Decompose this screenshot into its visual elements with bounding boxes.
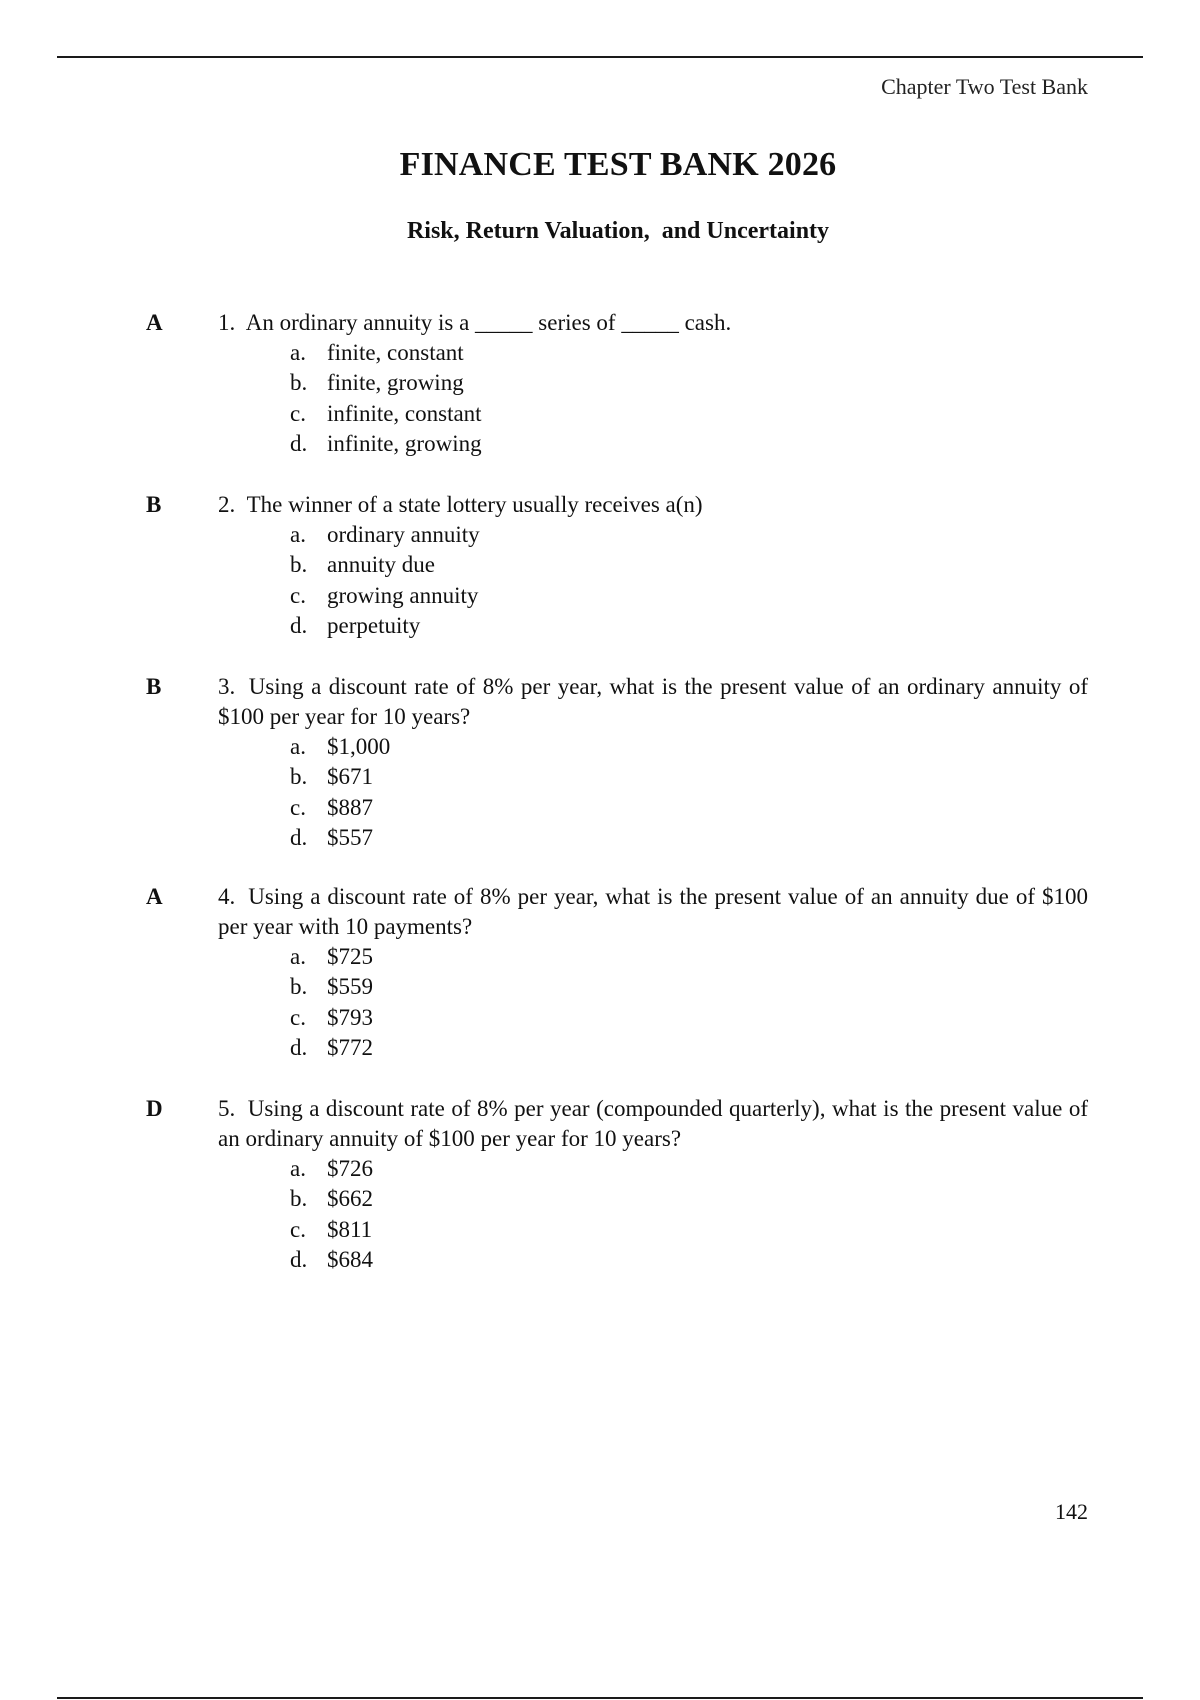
option-d: [290, 1033, 373, 1063]
question-number: 1.: [218, 310, 236, 335]
answer-key: B: [146, 492, 162, 517]
question-number: 2.: [218, 492, 236, 517]
option-b: [290, 762, 390, 792]
option-text: $662: [327, 1186, 373, 1212]
option-text: $725: [327, 944, 373, 969]
option-text: $671: [327, 764, 373, 790]
option-letter: a.: [290, 734, 306, 759]
option-letter: c.: [290, 1216, 306, 1242]
option-letter: b.: [290, 764, 308, 790]
question-text: [218, 490, 1088, 520]
option-c: [290, 399, 482, 429]
option-d: [290, 429, 482, 459]
option-letter: d.: [290, 824, 308, 850]
option-b: [290, 368, 482, 398]
answer-options: [290, 732, 390, 853]
option-text: finite, constant: [327, 340, 464, 365]
option-text: $684: [327, 1246, 373, 1272]
option-c: [290, 793, 390, 823]
option-b: [290, 550, 480, 580]
option-c: [290, 1215, 373, 1245]
question-number: 3.: [218, 674, 236, 699]
option-text: annuity due: [327, 552, 435, 578]
bottom-rule: [57, 1697, 1143, 1699]
question-number: 5.: [218, 1096, 236, 1121]
option-text: $793: [327, 1004, 373, 1030]
answer-key: D: [146, 1096, 163, 1121]
option-a: [290, 732, 390, 762]
option-letter: b.: [290, 1186, 308, 1212]
question-text: [218, 882, 1088, 942]
answer-key: A: [146, 310, 163, 335]
option-c: [290, 581, 480, 611]
option-d: [290, 1245, 373, 1275]
option-letter: b.: [290, 370, 308, 396]
question-stem: Using a discount rate of 8% per year, what is the present value of an annuity due of $100 per year with 10 payments?: [218, 884, 1088, 939]
answer-key: A: [146, 884, 163, 909]
option-b: [290, 972, 373, 1002]
question-stem: The winner of a state lottery usually receives a(n): [246, 492, 703, 517]
option-a: [290, 520, 480, 550]
option-d: [290, 611, 480, 641]
option-text: finite, growing: [327, 370, 464, 396]
option-text: $559: [327, 974, 373, 1000]
option-c: [290, 1003, 373, 1033]
option-letter: b.: [290, 974, 308, 1000]
option-letter: a.: [290, 944, 306, 969]
option-letter: c.: [290, 1004, 306, 1030]
option-letter: a.: [290, 522, 306, 547]
question-stem: Using a discount rate of 8% per year, what is the present value of an ordinary annuity of $100 per year for 10 years?: [218, 674, 1089, 729]
page-subtitle: Risk, Return Valuation, and Uncertainty: [406, 218, 830, 244]
option-text: $557: [327, 824, 373, 850]
option-letter: a.: [290, 1156, 306, 1181]
question-text: [218, 308, 1088, 338]
answer-options: [290, 1154, 373, 1275]
option-b: [290, 1184, 373, 1214]
question-stem: An ordinary annuity is a _____ series of _____ cash.: [245, 310, 732, 335]
option-text: $726: [327, 1156, 373, 1181]
question-text: [218, 672, 1088, 732]
top-rule: [57, 56, 1143, 58]
option-text: $1,000: [327, 734, 391, 759]
option-text: $887: [327, 794, 373, 820]
option-letter: c.: [290, 582, 306, 608]
option-letter: d.: [290, 1246, 308, 1272]
option-a: [290, 1154, 373, 1184]
option-a: [290, 942, 373, 972]
option-text: infinite, growing: [327, 430, 482, 456]
answer-key: B: [146, 674, 162, 699]
page-title: FINANCE TEST BANK 2026: [399, 146, 837, 183]
option-text: $811: [327, 1216, 373, 1242]
option-letter: a.: [290, 340, 306, 365]
option-d: [290, 823, 390, 853]
option-text: $772: [327, 1034, 373, 1060]
option-a: [290, 338, 482, 368]
question-text: [218, 1094, 1088, 1154]
running-header: Chapter Two Test Bank: [881, 74, 1088, 99]
question-stem: Using a discount rate of 8% per year (compounded quarterly), what is the present value of an ordinary annuity of $100 per year for 10 years?: [218, 1096, 1088, 1151]
answer-options: [290, 942, 373, 1063]
option-letter: c.: [290, 794, 306, 820]
option-text: infinite, constant: [327, 400, 482, 426]
page-number: 142: [1055, 1499, 1088, 1524]
answer-options: [290, 520, 480, 641]
option-text: ordinary annuity: [327, 522, 480, 547]
answer-options: [290, 338, 482, 459]
option-letter: d.: [290, 430, 308, 456]
option-text: perpetuity: [327, 612, 421, 638]
option-text: growing annuity: [327, 582, 479, 608]
option-letter: d.: [290, 1034, 308, 1060]
option-letter: c.: [290, 400, 306, 426]
option-letter: d.: [290, 612, 308, 638]
question-number: 4.: [218, 884, 236, 909]
option-letter: b.: [290, 552, 308, 578]
